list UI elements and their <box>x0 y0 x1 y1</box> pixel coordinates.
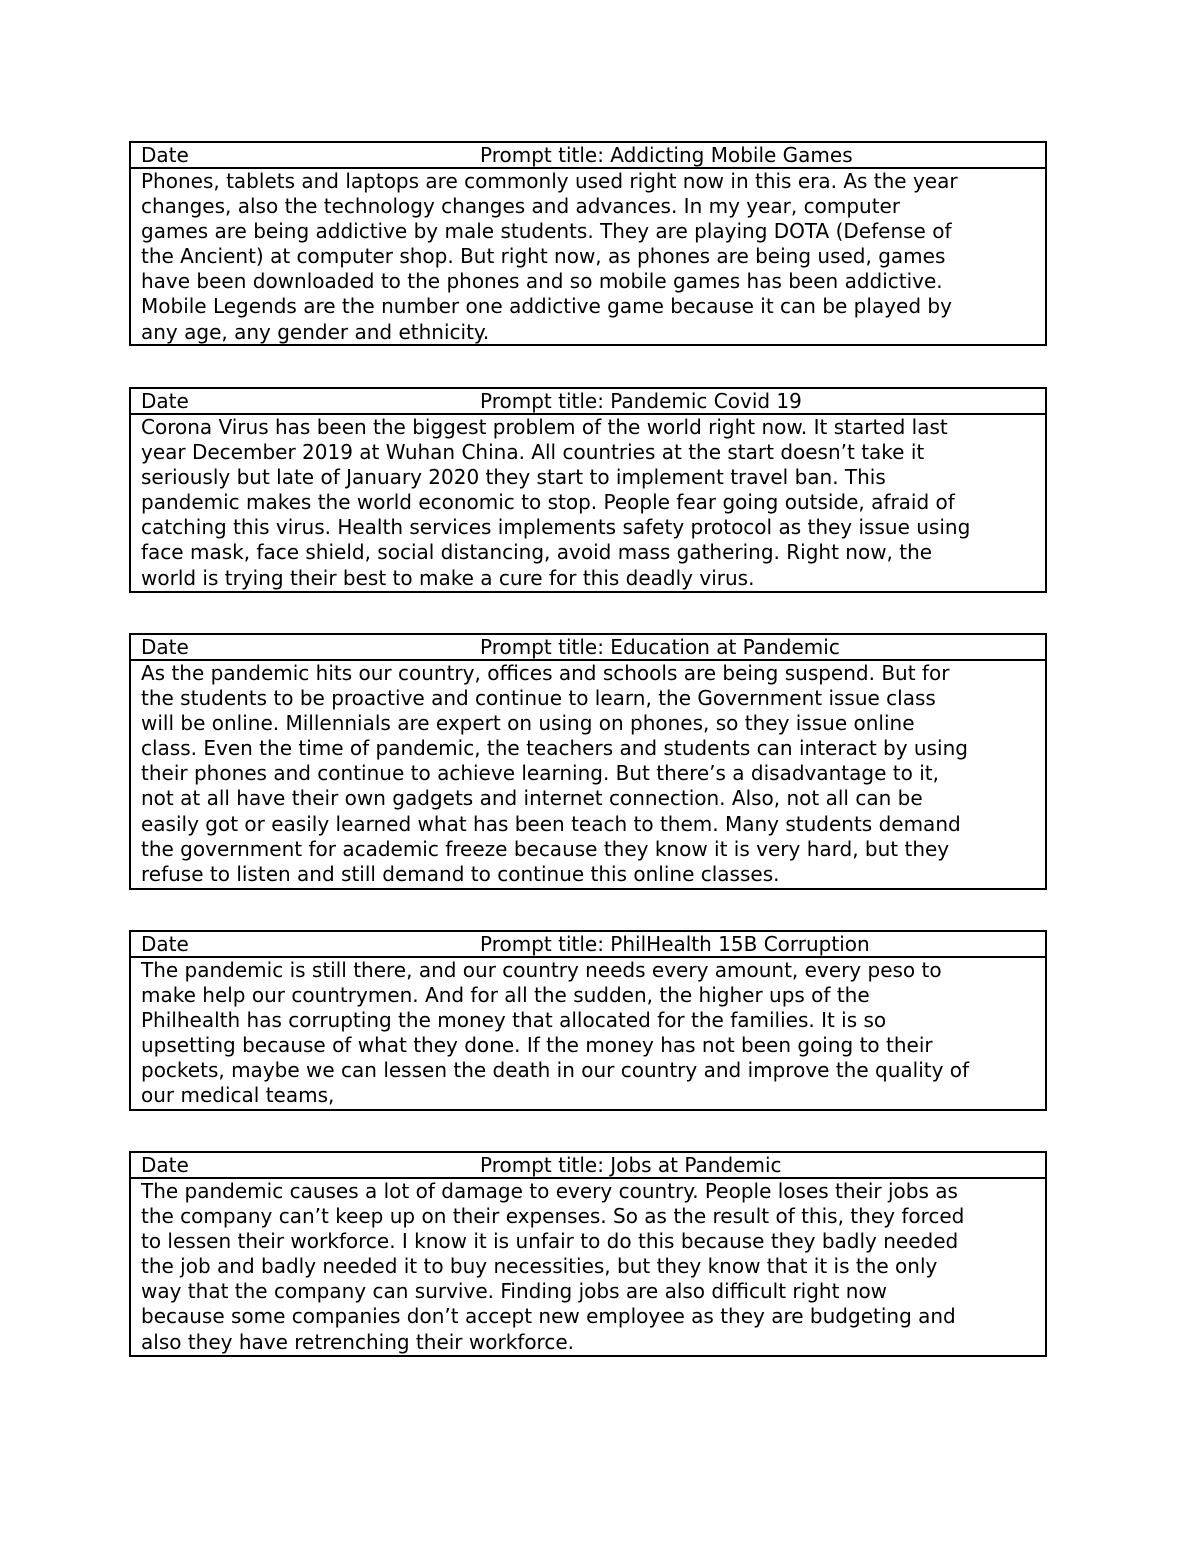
date-label: Date <box>141 932 189 956</box>
prompt-title: Prompt title: Education at Pandemic <box>480 635 840 659</box>
entry-header <box>131 932 1045 958</box>
prompt-title: Prompt title: Jobs at Pandemic <box>480 1153 782 1177</box>
entry-header <box>131 389 1045 415</box>
prompt-title: Prompt title: Pandemic Covid 19 <box>480 389 802 413</box>
date-label: Date <box>141 1153 189 1177</box>
entry-body: Corona Virus has been the biggest problem of the world right now. It started last year December 2019 at Wuhan China. All countries at the start doesn’t take it seriously but late of January 2020 they start to implement travel ban. This pandemic makes the world economic to stop. People fear going outside, afraid of catching this virus. Health services implements safety protocol as they issue using face mask, face shield, social distancing, avoid mass gathering. Right now, the world is trying their best to make a cure for this deadly virus. <box>141 415 971 590</box>
prompt-title: Prompt title: Addicting Mobile Games <box>480 143 853 167</box>
prompt-title: Prompt title: PhilHealth 15B Corruption <box>480 932 870 956</box>
date-label: Date <box>141 389 189 413</box>
journal-entry <box>129 387 1047 593</box>
entry-body: The pandemic is still there, and our country needs every amount, every peso to make help our countrymen. And for all the sudden, the higher ups of the Philhealth has corrupting the money that allocated for the families. It is so upsetting because of what they done. If the money has not been going to their pockets, maybe we can lessen the death in our country and improve the quality of our medical teams, <box>141 958 970 1108</box>
journal-entry <box>129 633 1047 890</box>
entry-body: The pandemic causes a lot of damage to every country. People loses their jobs as the company can’t keep up on their expenses. So as the result of this, they forced to lessen their workforce. I know it is unfair to do this because they badly needed the job and badly needed it to buy necessities, but they know that it is the only way that the company can survive. Finding jobs are also difficult right now because some companies don’t accept new employee as they are budgeting and also they have retrenching their workforce. <box>141 1179 965 1354</box>
entry-body: As the pandemic hits our country, offices and schools are being suspend. But for the students to be proactive and continue to learn, the Government issue class will be online. Millennials are expert on using on phones, so they issue online class. Even the time of pandemic, the teachers and students can interact by using their phones and continue to achieve learning. But there’s a disadvantage to it, not at all have their own gadgets and internet connection. Also, not all can be easily got or easily learned what has been teach to them. Many students demand the government for academic freeze because they know it is very hard, but they refuse to listen and still demand to continue this online classes. <box>141 661 968 886</box>
date-label: Date <box>141 635 189 659</box>
entry-body: Phones, tablets and laptops are commonly used right now in this era. As the year changes, also the technology changes and advances. In my year, computer games are being addictive by male students. They are playing DOTA (Defense of the Ancient) at computer shop. But right now, as phones are being used, games have been downloaded to the phones and so mobile games has been addictive. Mobile Legends are the number one addictive game because it can be played by any age, any gender and ethnicity. <box>141 169 958 344</box>
journal-entry <box>129 1151 1047 1357</box>
entry-header <box>131 1153 1045 1179</box>
entry-header <box>131 635 1045 661</box>
journal-entry <box>129 141 1047 346</box>
date-label: Date <box>141 143 189 167</box>
entry-header <box>131 143 1045 169</box>
journal-entry <box>129 930 1047 1111</box>
